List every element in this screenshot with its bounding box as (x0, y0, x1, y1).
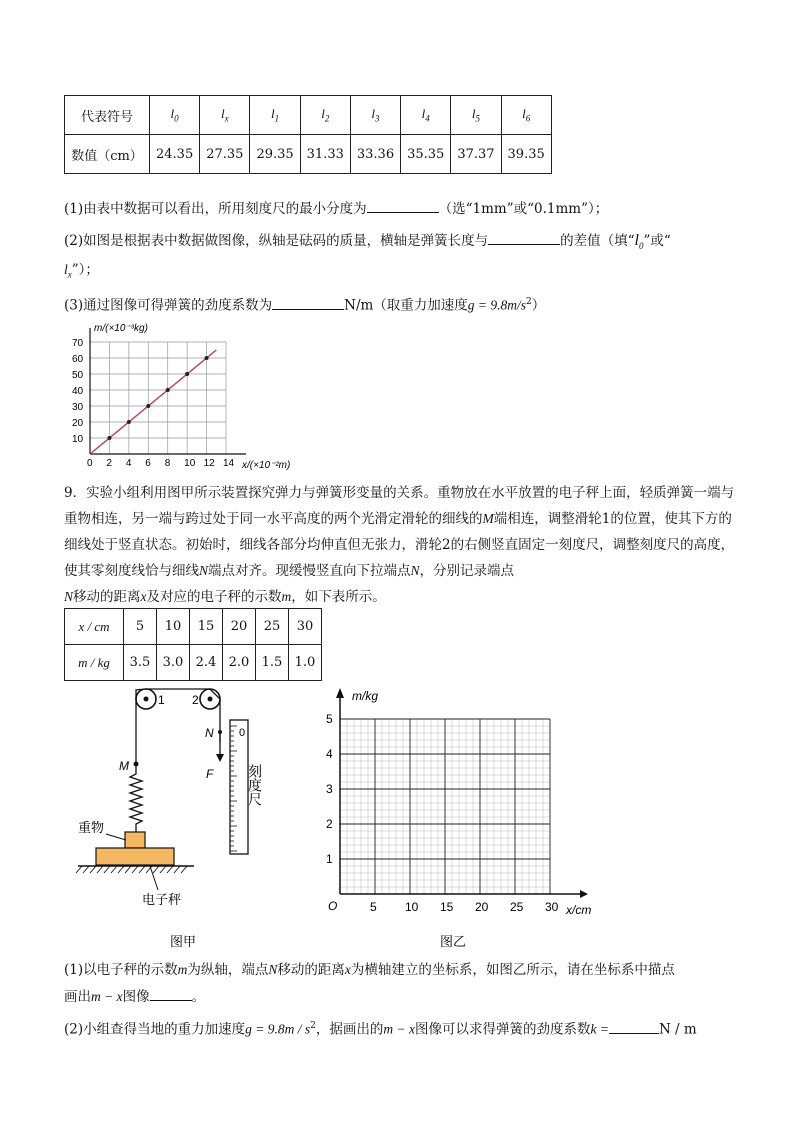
weight-block (125, 832, 145, 848)
ruler-label: 刻度尺 (246, 764, 262, 806)
table-header-cell: $l_2$ (300, 96, 350, 135)
table-cell: 20 (223, 609, 256, 645)
y-tick-label: 60 (72, 354, 84, 365)
spring (130, 766, 142, 832)
table-cell: 25 (256, 609, 289, 645)
table-header-cell: m / kg (65, 645, 124, 681)
symbol-x: x (344, 962, 351, 977)
question-text: 端点对齐。现缓慢竖直向下拉端点 (208, 563, 411, 579)
y-tick-label: 40 (72, 386, 84, 397)
table-header-cell: $l_0$ (150, 96, 200, 135)
point-M-label: M (119, 759, 129, 773)
answer-blank[interactable] (367, 196, 439, 213)
question-9-part-1 (64, 958, 675, 982)
y-tick-label: 70 (72, 338, 84, 349)
apparatus-figure (64, 682, 304, 952)
question-text: 移动的距离 (73, 589, 141, 605)
answer-blank[interactable] (488, 228, 560, 245)
table-cell: 1.0 (289, 645, 322, 681)
table-cell: 1.5 (256, 645, 289, 681)
chart-marks (90, 350, 216, 454)
question-text: 图像可以求得弹簧的劲度系数 (414, 1021, 591, 1038)
y-tick-label: 10 (72, 434, 84, 445)
question-text: ”或“ (643, 233, 671, 249)
question-text: 。 (191, 989, 206, 1005)
question-text: 为纵轴，端点 (187, 962, 269, 978)
x-tick-label: 12 (203, 458, 215, 469)
question-text: 图像 (122, 989, 150, 1005)
mass-extension-chart (60, 318, 320, 476)
pulley-2-label: 2 (192, 693, 199, 707)
expression-m-x: m − x (383, 1021, 415, 1037)
gravity-expression: g = 9.8m / s (245, 1021, 311, 1037)
table-cell: 30 (289, 609, 322, 645)
question-text: N / m (658, 1021, 697, 1038)
x-tick-label: 20 (475, 900, 489, 914)
question-text: N/m（取重力加速度 (344, 297, 468, 314)
question-text: 及对应的电子秤的示数 (146, 589, 282, 605)
x-tick-label: 15 (440, 900, 454, 914)
question-9-part-2: (2)小组查得当地的重力加速度$g = 9.8m / s^2$，据画出的m − x图像可以求得弹簧的劲度系数k = N / m (64, 1014, 697, 1042)
y-tick-label: 20 (72, 418, 84, 429)
question-text: 的差值（填“ (560, 233, 635, 249)
x-tick-label: 10 (405, 900, 419, 914)
figure-a-caption: 图甲 (170, 935, 197, 950)
question-text: 端相连，调整滑轮1的位置，使其下方的细线处于竖直状态。初始时，细线各部分均伸直但无张力，滑轮2的右侧竖直固定一刻度尺，调整刻度尺的高度，使其零刻度线恰与细线 (64, 511, 735, 579)
question-text: (2)小组查得当地的重力加速度 (64, 1021, 246, 1038)
figure-b-caption: 图乙 (440, 935, 467, 950)
x-tick-label: 4 (125, 458, 132, 469)
y-tick-label: 1 (326, 852, 333, 866)
question-text: ，据画出的 (315, 1021, 384, 1038)
symbol-k: k = (590, 1021, 609, 1037)
table-row (65, 645, 322, 681)
graph-y-label: m/kg (352, 689, 379, 703)
question-8-part-2 (64, 228, 671, 258)
graph-x-label: x/cm (566, 903, 592, 917)
x-tick-label: 6 (145, 458, 151, 469)
major-grid (340, 719, 550, 894)
table-cell: 数值（cm） (65, 135, 150, 174)
x-tick-label: 5 (370, 900, 377, 914)
x-tick-label: 8 (164, 458, 171, 469)
question-text: (1)由表中数据可以看出，所用刻度尺的最小分度为 (64, 201, 367, 217)
expression-m-x: m − x (91, 989, 123, 1004)
point-N-label: N (205, 726, 214, 740)
table-header-cell: $l_4$ (401, 96, 451, 135)
length-data-table (64, 95, 552, 174)
symbol-m: m (177, 962, 188, 977)
question-9-part-1-cont (64, 984, 205, 1009)
table-cell: 31.33 (300, 135, 350, 174)
table-cell: 3.5 (124, 645, 157, 681)
question-text: （选“1mm”或“0.1mm”）； (438, 201, 609, 217)
answer-blank[interactable] (272, 293, 344, 310)
x-tick-label: 25 (510, 900, 524, 914)
symbol-M: M (482, 511, 494, 526)
table-header-cell: $l_5$ (451, 96, 501, 135)
question-text: ） (531, 297, 546, 314)
symbol-l0: $l_0$ (634, 232, 644, 252)
table-cell: 3.0 (157, 645, 190, 681)
weight-label: 重物 (78, 821, 105, 836)
electronic-scale (96, 848, 174, 865)
question-text: 9．实验小组利用图甲所示装置探究弹力与弹簧形变量的关系。重物放在水平放置的电子秤上面，轻质弹簧一端与重物相连，另一端与跨过处于同一水平高度的两个光滑定滑轮的细线的 (64, 485, 735, 527)
symbol-N: N (64, 589, 74, 604)
data-point (166, 388, 170, 392)
table-cell: 2.4 (190, 645, 223, 681)
question-text: 画出 (64, 989, 91, 1005)
gravity-expression: g = 9.8m/s (467, 297, 527, 313)
answer-blank[interactable] (150, 984, 192, 1001)
ruler-zero-label: 0 (239, 727, 246, 739)
question-text: ，如下表所示。 (291, 589, 386, 605)
table-row (65, 96, 552, 135)
table-header-cell: x / cm (65, 609, 124, 645)
data-point (146, 404, 150, 408)
table-header-cell: $l_1$ (250, 96, 300, 135)
question-text: 移动的距离 (277, 962, 345, 978)
y-tick-label: 4 (326, 747, 333, 761)
question-text: (3)通过图像可得弹簧的劲度系数为 (64, 297, 273, 314)
table-header-cell: 代表符号 (65, 96, 150, 135)
y-tick-label: 30 (72, 402, 84, 413)
table-header-cell: $l_x$ (200, 96, 250, 135)
x-tick-label: 10 (184, 458, 196, 469)
data-point (205, 356, 209, 360)
question-text: 为横轴建立的坐标系，如图乙所示，请在坐标系中描点 (350, 962, 675, 978)
table-cell: 33.36 (350, 135, 400, 174)
x-tick-label: 2 (106, 458, 112, 469)
x-tick-label: 0 (87, 458, 93, 469)
symbol-N: N (268, 962, 278, 977)
table-cell: 24.35 (150, 135, 200, 174)
table-cell: 15 (190, 609, 223, 645)
table-cell: 37.37 (451, 135, 501, 174)
symbol-lx: $l_x$ (64, 262, 72, 280)
question-text: (2)如图是根据表中数据做图像，纵轴是砝码的质量，横轴是弹簧长度与 (64, 233, 489, 249)
question-text: ，分别记录端点 (419, 563, 515, 579)
x-tick-label: 30 (545, 900, 559, 914)
question-text: ”）； (71, 262, 99, 278)
question-text: (1)以电子秤的示数 (64, 962, 178, 978)
table-header-cell: $l_3$ (350, 96, 400, 135)
x-axis-label: x/(×10⁻²m) (242, 460, 291, 471)
force-F-label: F (206, 767, 214, 781)
y-tick-label: 5 (326, 712, 333, 726)
x-tick-label: 14 (223, 458, 235, 469)
table-cell: 5 (124, 609, 157, 645)
data-point (185, 372, 189, 376)
table-cell: 10 (157, 609, 190, 645)
answer-blank[interactable] (609, 1017, 659, 1034)
origin-label: O (328, 899, 338, 913)
distance-mass-table (64, 608, 322, 681)
table-row (65, 609, 322, 645)
y-tick-label: 2 (326, 817, 333, 831)
symbol-x: x (140, 589, 147, 604)
data-point (107, 436, 111, 440)
table-cell: 2.0 (223, 645, 256, 681)
table-cell: 29.35 (250, 135, 300, 174)
question-8-part-1 (64, 196, 608, 221)
question-9-intro (64, 480, 740, 610)
data-point (127, 420, 131, 424)
symbol-N: N (410, 563, 420, 578)
y-tick-label: 50 (72, 370, 84, 381)
y-tick-label: 3 (326, 782, 333, 796)
symbol-m: m (281, 589, 292, 604)
y-axis-label: m/(×10⁻³kg) (94, 323, 148, 334)
blank-graph-figure (318, 682, 598, 952)
question-8-part-2-cont (64, 258, 99, 287)
question-8-part-3: (3)通过图像可得弹簧的劲度系数为 N/m（取重力加速度$g = 9.8m/s^2$） (64, 290, 545, 318)
scale-label: 电子秤 (142, 893, 182, 908)
pulley-1-label: 1 (158, 693, 165, 707)
table-cell: 27.35 (200, 135, 250, 174)
symbol-N: N (199, 563, 209, 578)
table-cell: 35.35 (401, 135, 451, 174)
table-header-cell: $l_6$ (501, 96, 551, 135)
table-cell: 39.35 (501, 135, 551, 174)
table-row (65, 135, 552, 174)
